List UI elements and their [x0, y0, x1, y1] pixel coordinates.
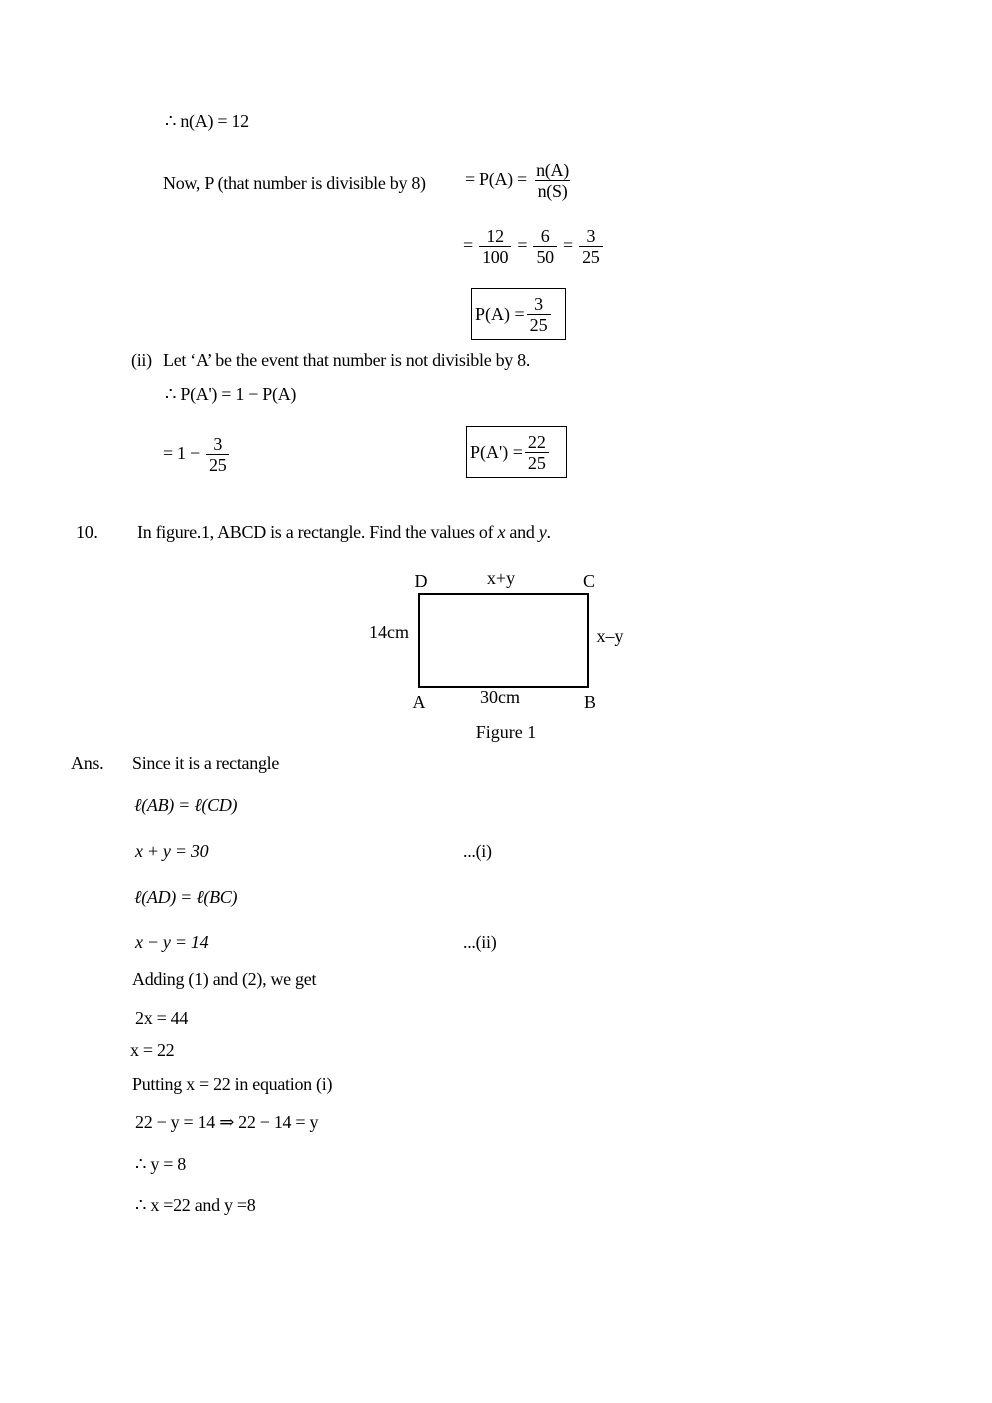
- numerator: 22: [527, 431, 546, 452]
- fraction: [533, 226, 556, 267]
- result-box-pa: [471, 288, 566, 340]
- answer-line: Adding (1) and (2), we get: [132, 969, 317, 989]
- answer-line: ℓ(AD) = ℓ(BC): [134, 887, 238, 907]
- numerator: n(A): [536, 160, 569, 181]
- probability-statement: Now, P (that number is divisible by 8): [163, 173, 426, 193]
- fraction: [525, 432, 549, 473]
- fraction: [527, 294, 551, 335]
- side-ab-label: 30cm: [480, 687, 520, 707]
- na-equation: ∴ n(A) = 12: [165, 111, 249, 131]
- answer-line: ∴ x =22 and y =8: [135, 1195, 256, 1215]
- answer-label: Ans.: [71, 753, 104, 773]
- complement-calc: [163, 432, 231, 475]
- fraction-na-ns: [533, 160, 572, 201]
- equals: =: [563, 235, 573, 255]
- numerator: 3: [586, 226, 596, 247]
- result-lhs: P(A') =: [470, 441, 523, 462]
- equation-tag-ii: ...(ii): [463, 932, 497, 952]
- pa-formula: [465, 158, 574, 201]
- numerator: 3: [534, 293, 544, 314]
- vertex-d: D: [414, 571, 428, 591]
- answer-line: x + y = 30: [135, 841, 209, 861]
- answer-line: Putting x = 22 in equation (i): [132, 1074, 333, 1094]
- equation-tag-i: ...(i): [463, 841, 492, 861]
- calc-lhs: = 1 −: [163, 443, 200, 463]
- part-ii-text: Let ‘A’ be the event that number is not divisible by 8.: [163, 350, 531, 370]
- numerator: 6: [540, 226, 550, 247]
- figure-caption: Figure 1: [475, 722, 537, 742]
- var-y: y: [538, 522, 547, 542]
- fraction-simplification: [463, 224, 605, 267]
- denominator: 25: [579, 246, 602, 267]
- answer-line: ∴ y = 8: [135, 1154, 187, 1174]
- rectangle-abcd: [418, 593, 589, 688]
- side-bc-label: x–y: [596, 626, 624, 646]
- text: .: [546, 522, 551, 542]
- denominator: 25: [527, 314, 551, 335]
- vertex-b: B: [583, 692, 597, 712]
- answer-line: x − y = 14: [135, 932, 209, 952]
- var-x: x: [497, 522, 506, 542]
- text: In figure.1, ABCD is a rectangle. Find the values of: [137, 522, 498, 542]
- denominator: 25: [206, 454, 229, 475]
- pa-eq: = P(A) =: [465, 169, 527, 189]
- equals: =: [463, 235, 473, 255]
- vertex-c: C: [582, 571, 596, 591]
- denominator: 25: [525, 452, 549, 473]
- question-number: 10.: [76, 522, 98, 542]
- question-text: [137, 521, 551, 543]
- part-ii-label: (ii): [131, 350, 152, 370]
- text: and: [505, 522, 539, 542]
- answer-line: ℓ(AB) = ℓ(CD): [134, 795, 238, 815]
- equals: =: [517, 235, 528, 255]
- answer-line: x = 22: [130, 1040, 175, 1060]
- denominator: 50: [533, 246, 556, 267]
- side-ad-label: 14cm: [369, 622, 409, 642]
- denominator: 100: [479, 246, 511, 267]
- answer-line: Since it is a rectangle: [132, 753, 280, 773]
- result-box-pa-complement: [466, 426, 567, 478]
- side-dc-label: x+y: [486, 568, 516, 588]
- answer-line: 22 − y = 14 ⇒ 22 − 14 = y: [135, 1112, 319, 1132]
- denominator: n(S): [535, 180, 571, 201]
- numerator: 12: [486, 226, 504, 247]
- fraction: [579, 226, 602, 267]
- answer-line: 2x = 44: [135, 1008, 189, 1028]
- complement-equation: ∴ P(A') = 1 − P(A): [165, 384, 297, 404]
- result-lhs: P(A) =: [475, 303, 525, 324]
- vertex-a: A: [412, 692, 426, 712]
- numerator: 3: [213, 434, 223, 455]
- fraction: [206, 434, 229, 475]
- fraction: [479, 226, 511, 267]
